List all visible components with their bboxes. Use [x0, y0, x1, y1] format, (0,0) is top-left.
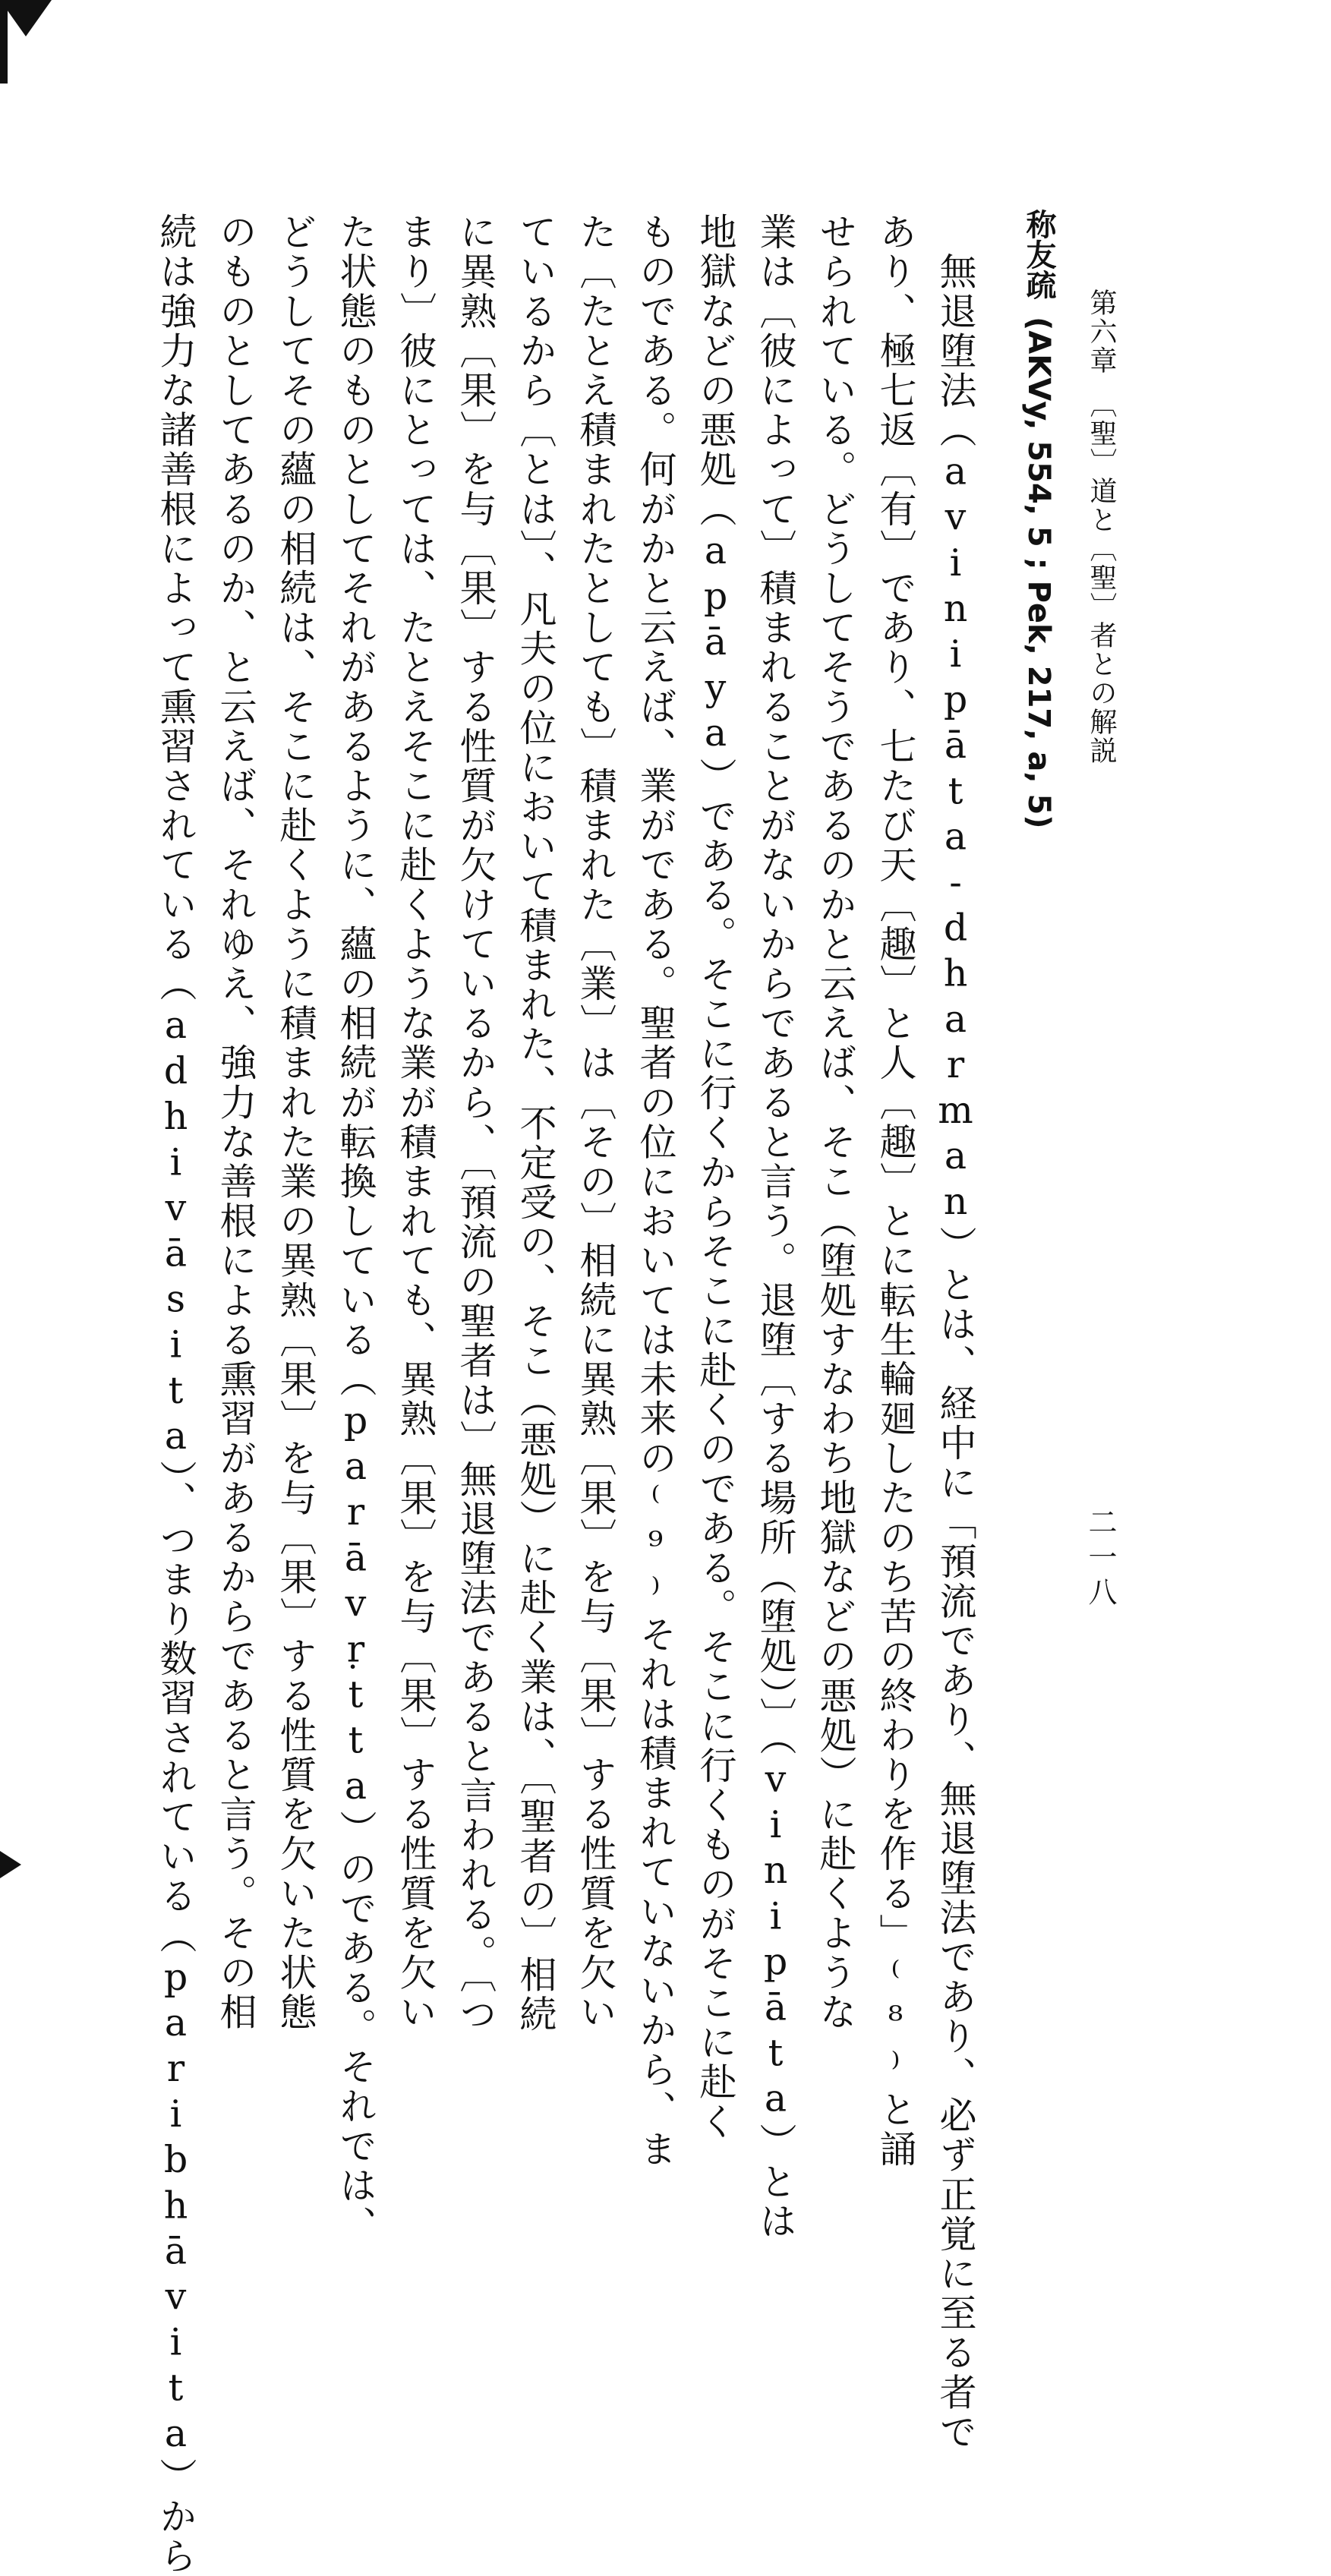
text-line: どうしてその蘊の相続は、そこに赴くように積まれた業の異熟〔果〕を与〔果〕する性質を欠いた状態 [274, 213, 317, 2032]
text-line: 無退堕法（avinipāta-dharman）とは、経中に「預流であり、無退堕法であり、必ず正覚に至る者で [934, 213, 977, 2452]
text-line: のものとしてあるのか、と云えば、それゆえ、強力な善根による熏習があるからであると言う。その相 [214, 213, 257, 2032]
binding-mark-bottom [0, 1851, 21, 1878]
running-head: 第六章 〔聖〕道と〔聖〕者との解説 [1086, 288, 1117, 765]
text-line: まり〕彼にとっては、たとえそこに赴くような業が積まれても、異熟〔果〕を与〔果〕する性質を欠い [394, 213, 437, 2032]
text-line: あり、極七返〔有〕であり、七たび天〔趣〕と人〔趣〕とに転生輪廻したのち苦の終わりを作る」⁽⁸⁾と誦 [874, 213, 917, 2169]
text-line: た状態のものとしてそれがあるように、蘊の相続が転換している（parāvṛtta）のである。それでは、 [334, 213, 377, 2245]
text-line: 続は強力な諸善根によって熏習されている（adhivāsita）、つまり数習されている（paribhāvita）から [154, 213, 197, 2576]
text-line: に異熟〔果〕を与〔果〕する性質が欠けているから、〔預流の聖者は〕無退堕法であると言われる。〔つ [454, 213, 497, 2035]
text-line: た〔たとえ積まれたとしても〕積まれた〔業〕は〔その〕相続に異熟〔果〕を与〔果〕する性質を欠い [574, 213, 617, 2032]
binding-arrow-top [0, 0, 52, 36]
text-line: 業は〔彼によって〕積まれることがないからであると言う。退堕〔する場所（堕処）〕（vinipāta）とは [754, 213, 797, 2242]
text-line: ているから〔とは〕、凡夫の位において積まれた、不定受の、そこ（悪処）に赴く業は、〔聖者の〕相続 [514, 213, 557, 2035]
section-title: 称友疏 [1021, 209, 1056, 300]
section-heading [1023, 209, 1054, 829]
text-line: 地獄などの悪処（apāya）である。そこに行くからそこに赴くのである。そこに行くものがそこに赴く [694, 213, 737, 2142]
text-line: せられている。どうしてそうであるのかと云えば、そこ（堕処すなわち地獄などの悪処）に赴くような [814, 213, 857, 2032]
section-citation: (AKVy, 554, 5 ; Pek, 217, a, 5) [1021, 317, 1056, 829]
text-line: ものである。何がかと云えば、業がである。聖者の位においては未来の⁽⁹⁾それは積まれていないから、ま [634, 213, 677, 2169]
page-number: 二一八 [1083, 1507, 1117, 1612]
